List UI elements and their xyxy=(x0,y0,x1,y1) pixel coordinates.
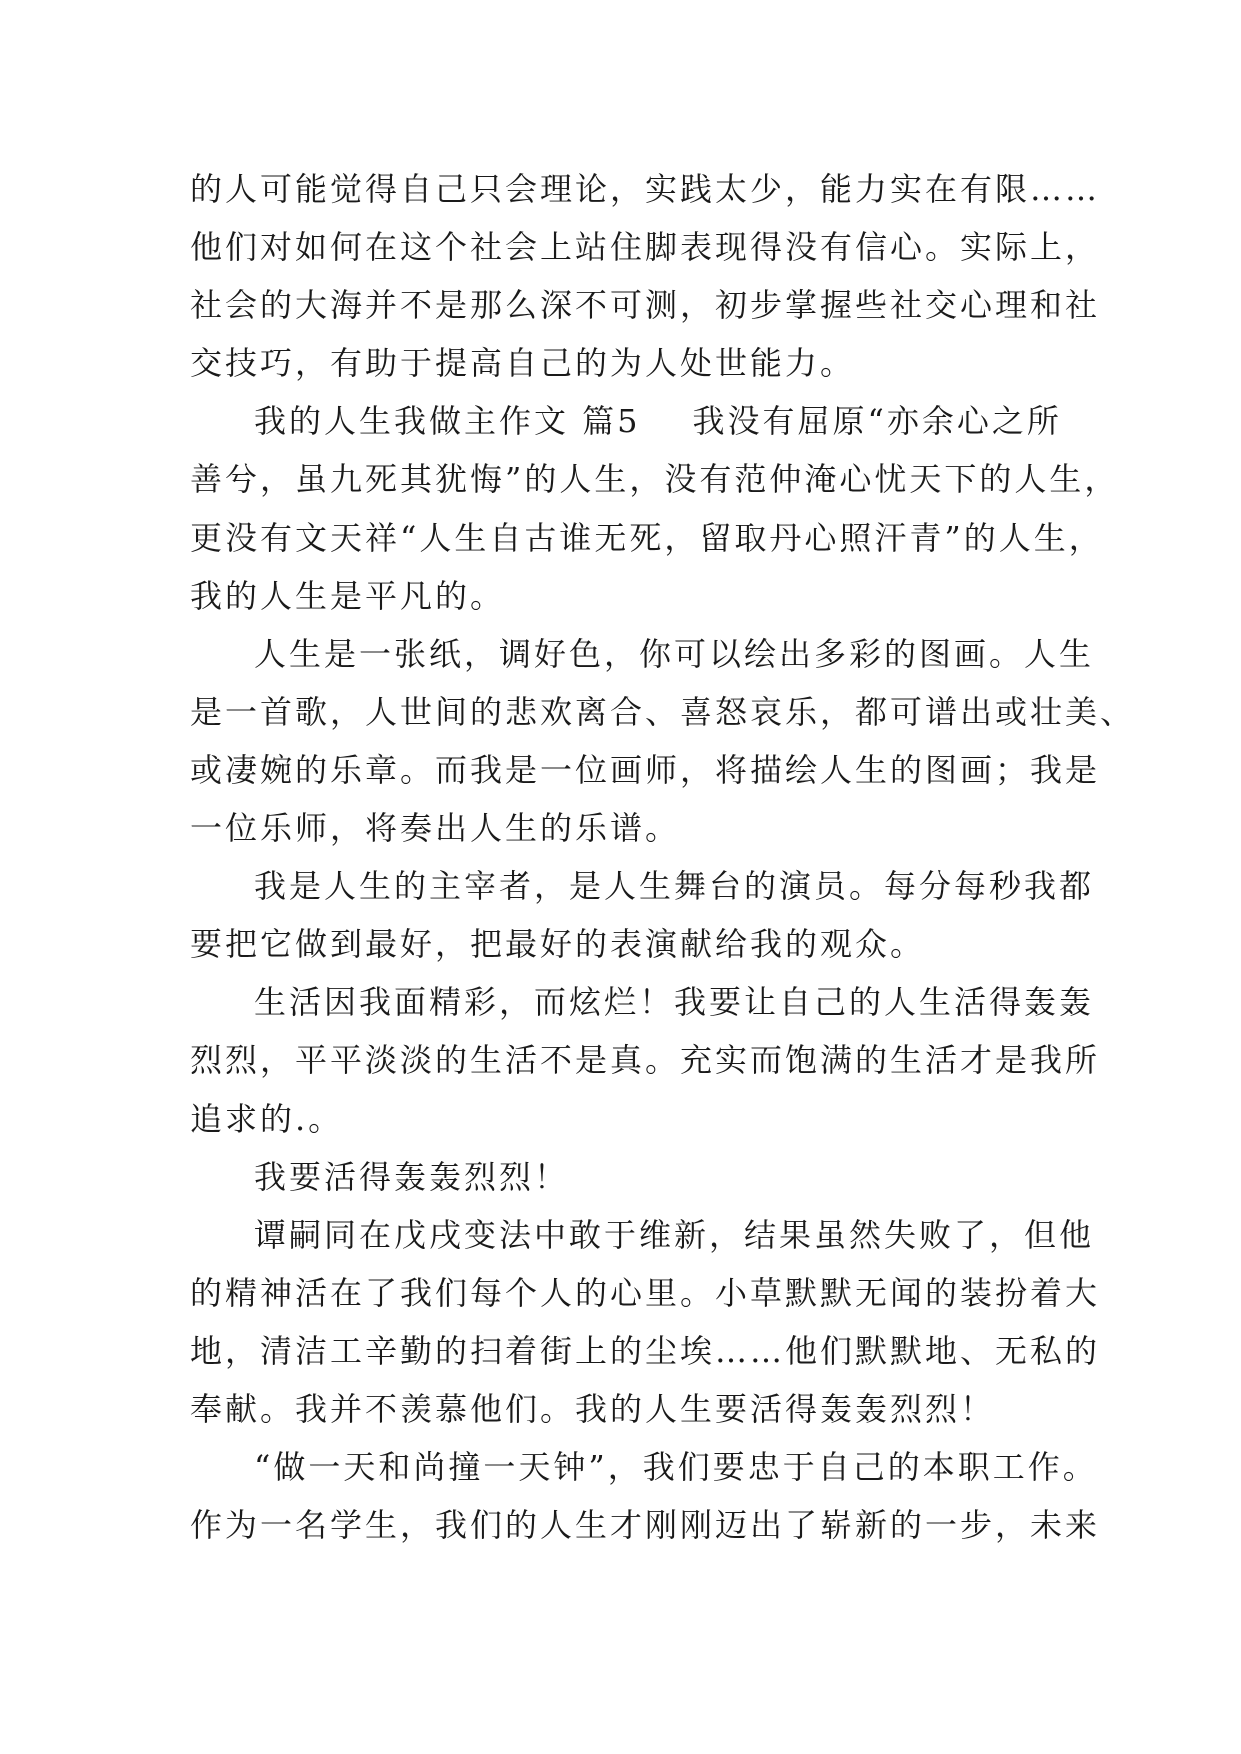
text-line: 我没有屈原“亦余心之所 xyxy=(692,402,1062,441)
text-line: 他们对如何在这个社会上站住脚表现得没有信心。实际上， xyxy=(190,228,1101,267)
text-line: 交技巧，有助于提高自己的为人处世能力。 xyxy=(190,344,856,383)
text-line: 谭嗣同在戊戌变法中敢于维新，结果虽然失败了，但他 xyxy=(254,1215,1095,1254)
text-line: 作为一名学生，我们的人生才刚刚迈出了崭新的一步，未来 xyxy=(190,1506,1101,1545)
section-heading: 我的人生我做主作文 篇5 xyxy=(254,402,641,441)
text-line: 或凄婉的乐章。而我是一位画师，将描绘人生的图画；我是 xyxy=(190,750,1101,789)
text-line: 我是人生的主宰者，是人生舞台的演员。每分每秒我都 xyxy=(254,867,1095,906)
text-line: 一位乐师，将奏出人生的乐谱。 xyxy=(190,809,681,848)
text-line: 人生是一张纸，调好色，你可以绘出多彩的图画。人生 xyxy=(254,634,1095,673)
text-line: 我要活得轰轰烈烈！ xyxy=(254,1157,570,1196)
body-text xyxy=(190,160,1136,1554)
text-line: 社会的大海并不是那么深不可测，初步掌握些社交心理和社 xyxy=(190,286,1101,325)
section-heading-line xyxy=(190,392,1060,450)
text-line: 更没有文天祥“人生自古谁无死，留取丹心照汗青”的人生， xyxy=(190,518,1104,557)
text-line: 烈烈，平平淡淡的生活不是真。充实而饱满的生活才是我所 xyxy=(190,1041,1101,1080)
text-line: 要把它做到最好，把最好的表演献给我的观众。 xyxy=(190,925,926,964)
text-line: 奉献。我并不羡慕他们。我的人生要活得轰轰烈烈！ xyxy=(190,1389,996,1428)
text-line: 地，清洁工辛勤的扫着街上的尘埃……他们默默地、无私的 xyxy=(190,1331,1101,1370)
text-line: 追求的.。 xyxy=(190,1099,344,1138)
text-line: 我的人生是平凡的。 xyxy=(190,576,506,615)
text-line: 是一首歌，人世间的悲欢离合、喜怒哀乐，都可谱出或壮美、 xyxy=(190,692,1136,731)
text-line: “做一天和尚撞一天钟”，我们要忠于自己的本职工作。 xyxy=(254,1448,1098,1487)
text-line: 的人可能觉得自己只会理论，实践太少，能力实在有限…… xyxy=(190,170,1101,208)
text-line: 的精神活在了我们每个人的心里。小草默默无闻的装扮着大 xyxy=(190,1273,1101,1312)
text-line: 生活因我面精彩，而炫烂！我要让自己的人生活得轰轰 xyxy=(254,983,1095,1022)
text-line: 善兮，虽九死其犹悔”的人生，没有范仲淹心忧天下的人生， xyxy=(190,460,1120,499)
